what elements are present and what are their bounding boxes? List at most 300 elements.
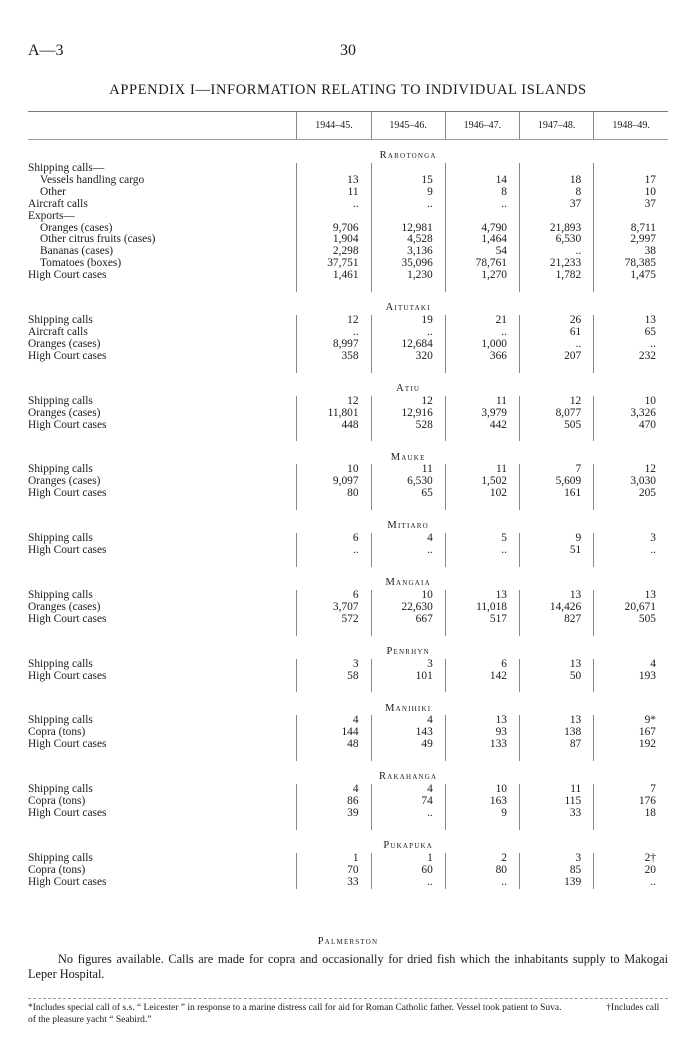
row-label: High Court cases: [28, 419, 107, 431]
cell-value: ..: [445, 327, 519, 339]
cell-value: ..: [297, 199, 371, 211]
cell-value: 37: [594, 199, 668, 211]
cell-value: 5,609: [519, 476, 593, 488]
cell-value: 3: [519, 853, 593, 865]
cell-value: 4: [594, 659, 668, 671]
cell-value: 3,030: [594, 476, 668, 488]
page-number: 30: [340, 42, 356, 59]
cell-value: 26: [519, 315, 593, 327]
cell-value: 18: [519, 175, 593, 187]
section-gap: [28, 363, 668, 373]
column-header: 1948–49.: [594, 112, 668, 140]
table-row: [28, 211, 668, 223]
row-label: Shipping calls: [28, 315, 93, 327]
cell-value: 39: [297, 808, 371, 820]
cell-value: 9: [371, 187, 445, 199]
cell-value: 9: [519, 533, 593, 545]
section-heading: Mangaia: [385, 577, 431, 589]
cell-value: 13: [519, 659, 593, 671]
section-heading-row: [28, 830, 668, 853]
cell-value: 3: [297, 659, 371, 671]
row-label: High Court cases: [28, 488, 107, 500]
cell-value: 115: [519, 796, 593, 808]
cell-value: 50: [519, 671, 593, 683]
appendix-title: APPENDIX I—INFORMATION RELATING TO INDIVIDUAL ISLANDS: [109, 82, 587, 98]
table-row: [28, 602, 668, 614]
row-label: Aircraft calls: [28, 326, 88, 338]
section-gap: [28, 751, 668, 761]
table-body: [28, 140, 668, 889]
cell-value: 1,000: [445, 339, 519, 351]
section-heading-row: [28, 373, 668, 396]
cell-value: 667: [371, 614, 445, 626]
cell-value: 33: [297, 877, 371, 889]
cell-value: 2†: [594, 853, 668, 865]
cell-value: 18: [594, 808, 668, 820]
cell-value: 11: [519, 784, 593, 796]
table-row: [28, 853, 668, 865]
cell-value: 11,018: [445, 602, 519, 614]
cell-value: 4,790: [445, 223, 519, 235]
cell-value: 143: [371, 727, 445, 739]
cell-value: 1: [371, 853, 445, 865]
row-label: Oranges (cases): [28, 338, 101, 350]
cell-value: 2,997: [594, 234, 668, 246]
cell-value: 15: [371, 175, 445, 187]
table-row: [28, 614, 668, 626]
table-row: [28, 339, 668, 351]
cell-value: 161: [519, 488, 593, 500]
cell-value: 2,298: [297, 246, 371, 258]
cell-value: 12,916: [371, 408, 445, 420]
table-row: [28, 246, 668, 258]
cell-value: 20,671: [594, 602, 668, 614]
cell-value: [594, 163, 668, 175]
row-label: Other citrus fruits (cases): [40, 234, 156, 246]
cell-value: 4: [297, 784, 371, 796]
cell-value: 51: [519, 545, 593, 557]
cell-value: 4: [371, 533, 445, 545]
cell-value: 13: [519, 715, 593, 727]
cell-value: 19: [371, 315, 445, 327]
row-label: Shipping calls: [28, 533, 93, 545]
cell-value: 1,270: [445, 270, 519, 282]
table-row: [28, 464, 668, 476]
section-gap: [28, 682, 668, 692]
cell-value: 37: [519, 199, 593, 211]
cell-value: 1,461: [297, 270, 371, 282]
cell-value: 1: [297, 853, 371, 865]
column-header: 1945–46.: [371, 112, 445, 140]
cell-value: 93: [445, 727, 519, 739]
cell-value: 60: [371, 865, 445, 877]
cell-value: 470: [594, 420, 668, 432]
cell-value: 1,782: [519, 270, 593, 282]
section-heading: Aitutaki: [385, 302, 431, 314]
cell-value: 35,096: [371, 258, 445, 270]
cell-value: 10: [371, 590, 445, 602]
cell-value: 12: [297, 396, 371, 408]
row-label: Shipping calls: [28, 715, 93, 727]
section-heading-row: [28, 761, 668, 784]
table-header-row: [28, 112, 668, 140]
cell-value: 11: [297, 187, 371, 199]
cell-value: [445, 163, 519, 175]
table-row: [28, 223, 668, 235]
row-label: High Court cases: [28, 350, 107, 362]
section-heading: Penrhyn: [386, 645, 430, 657]
palmerston-note: [28, 952, 668, 981]
cell-value: [519, 211, 593, 223]
table-row: [28, 327, 668, 339]
cell-value: 13: [519, 590, 593, 602]
section-heading-row: [28, 140, 668, 164]
table-row: [28, 796, 668, 808]
row-label: High Court cases: [28, 545, 107, 557]
cell-value: ..: [371, 199, 445, 211]
cell-value: 3: [594, 533, 668, 545]
column-header: 1946–47.: [445, 112, 519, 140]
section-heading-row: [28, 441, 668, 464]
cell-value: 65: [594, 327, 668, 339]
row-label: High Court cases: [28, 270, 107, 282]
cell-value: 320: [371, 351, 445, 363]
cell-value: 21,233: [519, 258, 593, 270]
row-label: Oranges (cases): [28, 601, 101, 613]
cell-value: 9*: [594, 715, 668, 727]
cell-value: 4: [297, 715, 371, 727]
cell-value: 87: [519, 739, 593, 751]
row-label: Vessels handling cargo: [40, 174, 145, 186]
cell-value: 13: [445, 590, 519, 602]
cell-value: 448: [297, 420, 371, 432]
footnote-dagger: †Includes call of the pleasure yacht “ Seabird.”: [28, 1003, 660, 1025]
cell-value: 6: [297, 590, 371, 602]
cell-value: 12: [594, 464, 668, 476]
cell-value: 11,801: [297, 408, 371, 420]
row-label: Oranges (cases): [28, 407, 101, 419]
cell-value: 6,530: [371, 476, 445, 488]
row-label: High Court cases: [28, 613, 107, 625]
row-label: Shipping calls: [28, 658, 93, 670]
cell-value: ..: [371, 808, 445, 820]
row-label: Copra (tons): [28, 727, 86, 739]
cell-value: 505: [519, 420, 593, 432]
row-label: Shipping calls: [28, 464, 93, 476]
section-heading: Atiu: [396, 382, 421, 394]
row-label: Copra (tons): [28, 864, 86, 876]
cell-value: 3: [371, 659, 445, 671]
cell-value: 4: [371, 715, 445, 727]
cell-value: ..: [371, 877, 445, 889]
row-label: Tomatoes (boxes): [40, 258, 122, 270]
cell-value: 3,979: [445, 408, 519, 420]
row-label: Oranges (cases): [40, 222, 113, 234]
cell-value: 86: [297, 796, 371, 808]
cell-value: 49: [371, 739, 445, 751]
cell-value: [594, 211, 668, 223]
cell-value: ..: [445, 877, 519, 889]
row-label: High Court cases: [28, 808, 107, 819]
cell-value: 10: [594, 187, 668, 199]
cell-value: 144: [297, 727, 371, 739]
cell-value: 176: [594, 796, 668, 808]
cell-value: 3,136: [371, 246, 445, 258]
cell-value: 6,530: [519, 234, 593, 246]
cell-value: 11: [371, 464, 445, 476]
table-row: [28, 808, 668, 820]
footnote-star: *Includes special call of s.s. “ Leicester ” in response to a marine distress call for aid for Roman Catholic father. Vessel took patient to Suva.: [28, 1003, 562, 1013]
cell-value: 70: [297, 865, 371, 877]
cell-value: 4: [371, 784, 445, 796]
cell-value: 13: [297, 175, 371, 187]
cell-value: 10: [297, 464, 371, 476]
cell-value: 8: [445, 187, 519, 199]
cell-value: 12,981: [371, 223, 445, 235]
footnotes: [28, 1002, 668, 1026]
row-label: Copra (tons): [28, 796, 86, 808]
cell-value: 11: [445, 396, 519, 408]
cell-value: 20: [594, 865, 668, 877]
header-label-cell: [28, 112, 297, 140]
cell-value: 21: [445, 315, 519, 327]
cell-value: 358: [297, 351, 371, 363]
section-gap: [28, 500, 668, 510]
palmerston-heading: Palmerston: [317, 936, 379, 947]
cell-value: 12: [297, 315, 371, 327]
section-gap: [28, 431, 668, 441]
cell-value: 9: [445, 808, 519, 820]
row-label: Shipping calls: [28, 784, 93, 796]
column-header: 1947–48.: [519, 112, 593, 140]
cell-value: 78,761: [445, 258, 519, 270]
table-row: [28, 715, 668, 727]
section-heading-row: [28, 636, 668, 659]
cell-value: 14,426: [519, 602, 593, 614]
cell-value: 38: [594, 246, 668, 258]
section-gap: [28, 557, 668, 567]
row-label: High Court cases: [28, 670, 107, 682]
cell-value: ..: [594, 545, 668, 557]
cell-value: 5: [445, 533, 519, 545]
table-row: [28, 671, 668, 683]
cell-value: 2: [445, 853, 519, 865]
section-heading-row: [28, 692, 668, 715]
section-heading-row: [28, 567, 668, 590]
row-label: Shipping calls—: [28, 163, 105, 174]
table-row: [28, 163, 668, 175]
cell-value: 11: [445, 464, 519, 476]
table-row: [28, 199, 668, 211]
table-row: [28, 533, 668, 545]
cell-value: 22,630: [371, 602, 445, 614]
cell-value: 10: [445, 784, 519, 796]
cell-value: 827: [519, 614, 593, 626]
cell-value: ..: [519, 339, 593, 351]
row-label: Shipping calls: [28, 589, 93, 601]
cell-value: 48: [297, 739, 371, 751]
cell-value: 17: [594, 175, 668, 187]
cell-value: 517: [445, 614, 519, 626]
section-heading-row: [28, 510, 668, 533]
table-row: [28, 351, 668, 363]
cell-value: [371, 211, 445, 223]
cell-value: 102: [445, 488, 519, 500]
cell-value: 12,684: [371, 339, 445, 351]
table-row: [28, 187, 668, 199]
cell-value: 13: [445, 715, 519, 727]
row-label: Other: [40, 186, 66, 198]
cell-value: 1,464: [445, 234, 519, 246]
cell-value: 6: [445, 659, 519, 671]
section-heading: Mitiaro: [387, 520, 429, 532]
row-label: Aircraft calls: [28, 198, 88, 210]
table-row: [28, 877, 668, 889]
table-row: [28, 545, 668, 557]
cell-value: 54: [445, 246, 519, 258]
cell-value: 7: [594, 784, 668, 796]
cell-value: 78,385: [594, 258, 668, 270]
table-row: [28, 476, 668, 488]
cell-value: 8,711: [594, 223, 668, 235]
cell-value: 505: [594, 614, 668, 626]
cell-value: ..: [594, 339, 668, 351]
table-row: [28, 727, 668, 739]
table-row: [28, 408, 668, 420]
row-label: High Court cases: [28, 876, 107, 888]
cell-value: ..: [445, 545, 519, 557]
table-row: [28, 234, 668, 246]
row-label: High Court cases: [28, 739, 107, 751]
cell-value: 65: [371, 488, 445, 500]
section-gap: [28, 820, 668, 830]
cell-value: 528: [371, 420, 445, 432]
table-row: [28, 784, 668, 796]
cell-value: 192: [594, 739, 668, 751]
cell-value: 80: [445, 865, 519, 877]
islands-table: [28, 112, 668, 889]
cell-value: 37,751: [297, 258, 371, 270]
cell-value: ..: [519, 246, 593, 258]
cell-value: 13: [594, 315, 668, 327]
cell-value: 8,997: [297, 339, 371, 351]
cell-value: ..: [297, 545, 371, 557]
cell-value: 7: [519, 464, 593, 476]
row-label: Exports—: [28, 210, 75, 222]
cell-value: [519, 163, 593, 175]
row-label: Shipping calls: [28, 395, 93, 407]
column-header: 1944–45.: [297, 112, 371, 140]
cell-value: [445, 211, 519, 223]
cell-value: 9,706: [297, 223, 371, 235]
cell-value: 1,230: [371, 270, 445, 282]
row-label: Shipping calls: [28, 852, 93, 864]
section-heading: Mauke: [390, 451, 426, 463]
cell-value: 12: [519, 396, 593, 408]
cell-value: 163: [445, 796, 519, 808]
table-row: [28, 396, 668, 408]
cell-value: 232: [594, 351, 668, 363]
cell-value: 8,077: [519, 408, 593, 420]
table-row: [28, 865, 668, 877]
cell-value: 4,528: [371, 234, 445, 246]
cell-value: 9,097: [297, 476, 371, 488]
cell-value: 13: [594, 590, 668, 602]
cell-value: [297, 211, 371, 223]
row-label: Oranges (cases): [28, 476, 101, 488]
cell-value: 6: [297, 533, 371, 545]
page-header: [28, 42, 668, 62]
document-reference: A—3: [28, 42, 64, 59]
cell-value: 1,475: [594, 270, 668, 282]
row-label: Bananas (cases): [40, 246, 114, 258]
cell-value: 1,502: [445, 476, 519, 488]
table-row: [28, 590, 668, 602]
cell-value: 10: [594, 396, 668, 408]
cell-value: ..: [371, 545, 445, 557]
cell-value: 142: [445, 671, 519, 683]
cell-value: 74: [371, 796, 445, 808]
palmerston-note-text: No figures available. Calls are made for copra and occasionally for dried fish which the inhabitants supply to Makogai Leper Hospital.: [28, 952, 668, 981]
cell-value: 366: [445, 351, 519, 363]
cell-value: 8: [519, 187, 593, 199]
section-heading-row: [28, 292, 668, 315]
section-heading: Pukapuka: [383, 840, 433, 851]
section-heading: Rarotonga: [379, 150, 437, 162]
cell-value: 139: [519, 877, 593, 889]
cell-value: 3,326: [594, 408, 668, 420]
cell-value: [371, 163, 445, 175]
table-row: [28, 488, 668, 500]
cell-value: 85: [519, 865, 593, 877]
cell-value: ..: [594, 877, 668, 889]
cell-value: 193: [594, 671, 668, 683]
cell-value: 3,707: [297, 602, 371, 614]
section-heading: Rakahanga: [379, 771, 438, 783]
cell-value: 101: [371, 671, 445, 683]
cell-value: 14: [445, 175, 519, 187]
cell-value: 80: [297, 488, 371, 500]
cell-value: 1,904: [297, 234, 371, 246]
cell-value: 133: [445, 739, 519, 751]
cell-value: 205: [594, 488, 668, 500]
section-gap: [28, 626, 668, 636]
cell-value: 442: [445, 420, 519, 432]
cell-value: 58: [297, 671, 371, 683]
table-row: [28, 659, 668, 671]
cell-value: [297, 163, 371, 175]
cell-value: 33: [519, 808, 593, 820]
table-row: [28, 315, 668, 327]
cell-value: 207: [519, 351, 593, 363]
table-row: [28, 175, 668, 187]
cell-value: ..: [297, 327, 371, 339]
section-heading: Manihiki: [385, 702, 432, 714]
cell-value: ..: [371, 327, 445, 339]
cell-value: 167: [594, 727, 668, 739]
section-gap: [28, 282, 668, 292]
cell-value: 61: [519, 327, 593, 339]
table-row: [28, 270, 668, 282]
footnote-rule: [28, 998, 668, 999]
cell-value: 12: [371, 396, 445, 408]
table-row: [28, 258, 668, 270]
cell-value: 21,893: [519, 223, 593, 235]
cell-value: 572: [297, 614, 371, 626]
cell-value: ..: [445, 199, 519, 211]
cell-value: 138: [519, 727, 593, 739]
table-row: [28, 739, 668, 751]
